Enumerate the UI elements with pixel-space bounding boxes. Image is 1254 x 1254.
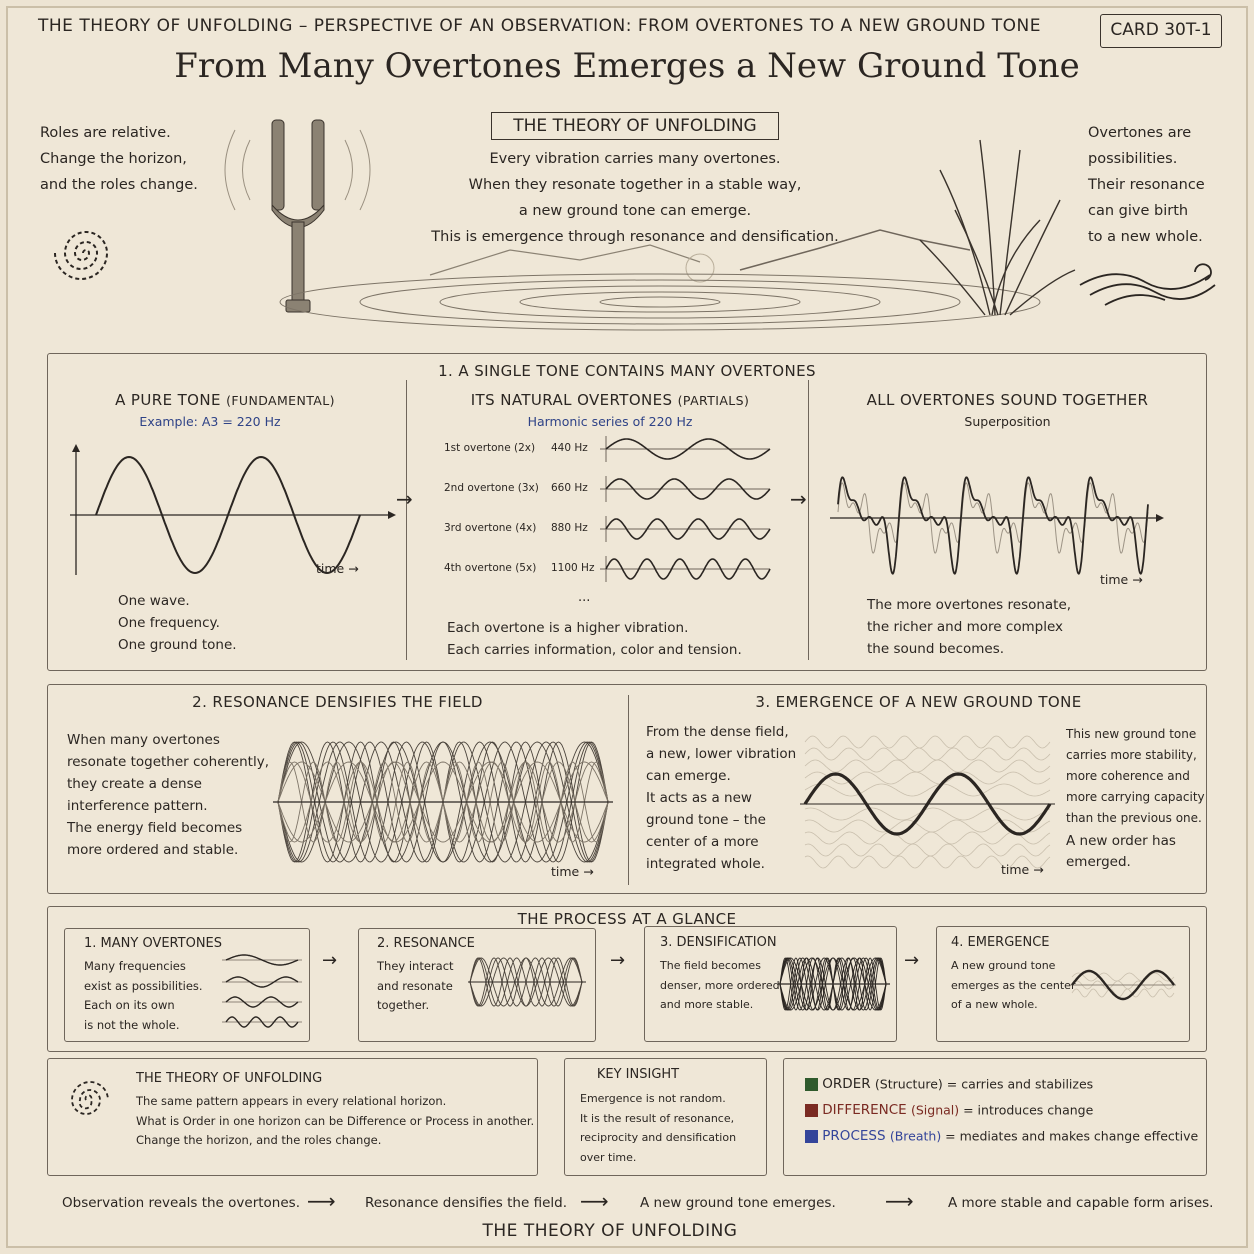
faint-wave	[805, 736, 1050, 748]
faint-wave	[1072, 973, 1174, 981]
divider	[628, 695, 629, 885]
section2-line: more ordered and stable.	[67, 842, 239, 858]
process-step-text	[951, 956, 1075, 1015]
process-step-line: exist as possibilities.	[84, 978, 203, 993]
superposition-line: the richer and more complex	[867, 619, 1064, 635]
faint-wave	[805, 844, 1050, 856]
section3-line: can emerge.	[646, 768, 731, 784]
overtone-frequency: 1100 Hz	[551, 562, 595, 574]
process-step-text	[377, 957, 454, 1016]
legend-description: = carries and stabilizes	[946, 1076, 1094, 1092]
intro-right-line: to a new whole.	[1088, 229, 1203, 245]
resonance-icon	[468, 950, 586, 1014]
landscape-illustration	[180, 110, 1080, 340]
legend-term: PROCESS	[818, 1128, 890, 1144]
theory-box-line: What is Order in one horizon can be Difference or Process in another.	[136, 1113, 535, 1128]
arrow-right-icon: →	[322, 950, 338, 971]
overtones-heading-note: (PARTIALS)	[677, 393, 750, 408]
key-insight-line: Emergence is not random.	[580, 1092, 726, 1105]
legend-row	[805, 1102, 1093, 1122]
arrow-right-icon: →	[610, 950, 626, 971]
pure-tone-text	[118, 590, 237, 656]
overtones-line: Each overtone is a higher vibration.	[447, 620, 689, 636]
section3-line: carries more stability,	[1066, 748, 1197, 762]
superposition-line: The more overtones resonate,	[867, 597, 1072, 613]
emergence-icon	[1070, 960, 1178, 1010]
overtone-wave	[600, 472, 780, 506]
intro-right-text	[1088, 120, 1205, 250]
section3-line: emerged.	[1066, 854, 1131, 870]
arrow-right-icon: →	[396, 487, 413, 511]
section3-time-label: time →	[1001, 862, 1044, 877]
section3-line: more carrying capacity	[1066, 790, 1205, 804]
overtone-wave	[600, 512, 780, 546]
faint-wave	[805, 808, 1050, 820]
section3-line: integrated whole.	[646, 856, 765, 872]
wind-waves-icon	[1075, 260, 1220, 310]
intro-box-label: THE THEORY OF UNFOLDING	[491, 112, 779, 140]
card-id-badge: CARD 30T-1	[1100, 14, 1222, 48]
tuning-fork-icon	[272, 120, 324, 312]
key-insight-line: over time.	[580, 1150, 637, 1164]
section2-line: they create a dense	[67, 776, 202, 792]
legend-note: (Signal)	[910, 1102, 964, 1118]
legend-swatch	[805, 1104, 818, 1117]
section2-line: When many overtones	[67, 732, 220, 748]
section3-title: 3. EMERGENCE OF A NEW GROUND TONE	[755, 693, 1082, 711]
superposition-subtitle: Superposition	[964, 414, 1051, 429]
section2-time-label: time →	[551, 864, 594, 879]
process-step-text	[84, 957, 203, 1035]
section2-line: resonate together coherently,	[67, 754, 269, 770]
arrow-right-icon: →	[904, 950, 920, 971]
superposition-chart	[828, 440, 1168, 590]
process-step-line: and more stable.	[660, 998, 754, 1011]
legend-note: (Breath)	[889, 1128, 946, 1144]
process-step-title: 4. EMERGENCE	[951, 935, 1050, 950]
interference-pattern-figure	[268, 722, 618, 882]
section3-line: It acts as a new	[646, 790, 752, 806]
superposition-line: the sound becomes.	[867, 641, 1005, 657]
theory-box-text	[136, 1092, 534, 1151]
legend-description: = mediates and makes change effective	[945, 1128, 1199, 1144]
arrow-right-icon: ⟶	[307, 1189, 336, 1213]
flow-step: Observation reveals the overtones.	[62, 1195, 300, 1211]
legend-row	[805, 1076, 1093, 1096]
arrow-right-icon: ⟶	[580, 1189, 609, 1213]
pure-tone-line: One frequency.	[118, 615, 220, 631]
overtones-text	[447, 617, 742, 661]
section3-line: more coherence and	[1066, 769, 1190, 783]
overtone-label: 1st overtone (2x)	[444, 442, 536, 454]
process-title: THE PROCESS AT A GLANCE	[517, 910, 737, 928]
pure-tone-line: One wave.	[118, 593, 190, 609]
theory-box-title: THE THEORY OF UNFOLDING	[136, 1071, 323, 1086]
overtone-frequency: 440 Hz	[551, 442, 588, 454]
intro-right-line: possibilities.	[1088, 151, 1178, 167]
overtones-line: Each carries information, color and tension.	[447, 642, 742, 658]
overtone-label: 4th overtone (5x)	[444, 562, 537, 574]
section3-line: a new, lower vibration	[646, 746, 797, 762]
section3-line: This new ground tone	[1066, 727, 1197, 741]
footer-title: THE THEORY OF UNFOLDING	[482, 1221, 738, 1241]
section3-line: From the dense field,	[646, 724, 789, 740]
overtones-subtitle: Harmonic series of 220 Hz	[527, 414, 693, 429]
breadcrumb: THE THEORY OF UNFOLDING – PERSPECTIVE OF AN OBSERVATION: FROM OVERTONES TO A NEW GROUND TONE	[38, 16, 1041, 36]
page-title: From Many Overtones Emerges a New Ground Tone	[174, 46, 1080, 86]
superposition-text	[867, 594, 1071, 660]
overtone-label: 3rd overtone (4x)	[444, 522, 537, 534]
overtone-wave	[600, 552, 780, 586]
intro-right-line: Overtones are	[1088, 125, 1192, 141]
section1-title: 1. A SINGLE TONE CONTAINS MANY OVERTONES	[438, 362, 816, 380]
process-step-line: emerges as the center	[951, 978, 1076, 992]
overtone-wave	[600, 432, 780, 466]
section3-left-text	[646, 721, 796, 875]
spiral-icon	[58, 1070, 118, 1130]
flow-step: A new ground tone emerges.	[640, 1195, 836, 1211]
overtone-frequency: 660 Hz	[551, 482, 588, 494]
pure-tone-heading	[60, 391, 390, 409]
intro-left-line: and the roles change.	[40, 177, 198, 193]
process-step-line: A new ground tone	[951, 959, 1056, 972]
section3-line: than the previous one.	[1066, 811, 1202, 825]
key-insight-text	[580, 1089, 736, 1167]
intro-right-line: Their resonance	[1088, 177, 1205, 193]
densification-icon	[778, 952, 890, 1016]
section3-line: ground tone – the	[646, 812, 766, 828]
section2-line: The energy field becomes	[67, 820, 243, 836]
intro-center-line: Every vibration carries many overtones.	[489, 151, 781, 167]
legend-note: (Structure)	[874, 1076, 947, 1092]
overtones-heading-text: ITS NATURAL OVERTONES	[470, 391, 673, 409]
faint-wave	[805, 748, 1050, 760]
arrow-right-icon: →	[790, 487, 807, 511]
section2-title: 2. RESONANCE DENSIFIES THE FIELD	[192, 693, 483, 711]
pure-tone-heading-text: A PURE TONE	[115, 391, 221, 409]
process-step-title: 3. DENSIFICATION	[660, 935, 777, 950]
superposition-heading: ALL OVERTONES SOUND TOGETHER	[866, 391, 1149, 409]
section3-line: center of a more	[646, 834, 759, 850]
process-step-line: of a new whole.	[951, 998, 1038, 1011]
intro-left-line: Change the horizon,	[40, 151, 187, 167]
many-overtones-icon	[222, 950, 302, 1030]
key-insight-title: KEY INSIGHT	[596, 1067, 680, 1082]
legend-term: DIFFERENCE	[818, 1102, 911, 1118]
overtone-label: 2nd overtone (3x)	[444, 482, 539, 494]
process-step-line: They interact	[377, 959, 454, 973]
process-step-line: The field becomes	[660, 959, 761, 972]
legend-swatch	[805, 1130, 818, 1143]
legend-swatch	[805, 1078, 818, 1091]
arrow-right-icon: ⟶	[885, 1189, 914, 1213]
faint-wave	[805, 760, 1050, 772]
process-step-line: together.	[377, 998, 430, 1012]
pure-tone-heading-note: (FUNDAMENTAL)	[226, 393, 335, 408]
key-insight-line: reciprocity and densification	[580, 1131, 737, 1144]
process-step-text	[660, 956, 780, 1015]
section3-line: A new order has	[1066, 833, 1176, 849]
pure-tone-example: Example: A3 = 220 Hz	[139, 414, 281, 429]
intro-left-line: Roles are relative.	[40, 125, 171, 141]
legend-term: ORDER	[818, 1076, 875, 1092]
faint-wave	[1072, 989, 1174, 997]
process-step-line: Many frequencies	[84, 959, 186, 973]
theory-box-line: The same pattern appears in every relational horizon.	[136, 1094, 447, 1108]
faint-wave	[805, 820, 1050, 832]
intro-center-line: When they resonate together in a stable way,	[468, 177, 802, 193]
pure-tone-line: One ground tone.	[118, 637, 237, 653]
divider	[406, 380, 407, 660]
faint-wave	[805, 784, 1050, 796]
process-step-title: 1. MANY OVERTONES	[84, 936, 223, 951]
process-step-title: 2. RESONANCE	[377, 936, 475, 951]
overtones-ellipsis: ...	[578, 590, 591, 605]
pure-tone-time-label: time →	[316, 561, 359, 576]
key-insight-line: It is the result of resonance,	[580, 1111, 735, 1125]
legend-row	[805, 1128, 1198, 1148]
intro-center-line: a new ground tone can emerge.	[518, 203, 752, 219]
overtone-frequency: 880 Hz	[551, 522, 588, 534]
new-ground-tone-figure	[800, 722, 1058, 882]
flow-step: Resonance densifies the field.	[365, 1195, 567, 1211]
superposition-time-label: time →	[1100, 572, 1143, 587]
flow-step: A more stable and capable form arises.	[948, 1195, 1214, 1211]
process-step-line: and resonate	[377, 978, 453, 993]
overtones-heading	[415, 391, 805, 409]
section2-line: interference pattern.	[67, 798, 208, 814]
intro-right-line: can give birth	[1088, 203, 1189, 219]
spiral-icon	[45, 215, 135, 285]
section2-text	[67, 729, 269, 861]
process-step-line: is not the whole.	[84, 1017, 180, 1032]
legend-description: = introduces change	[963, 1102, 1094, 1118]
intro-center-line: This is emergence through resonance and densification.	[431, 229, 839, 245]
divider	[808, 380, 809, 660]
intro-left-text	[40, 120, 198, 198]
process-step-line: Each on its own	[84, 998, 175, 1012]
theory-box-line: Change the horizon, and the roles change.	[136, 1133, 382, 1147]
section3-right-text	[1066, 724, 1205, 873]
process-step-line: denser, more ordered	[660, 978, 780, 992]
